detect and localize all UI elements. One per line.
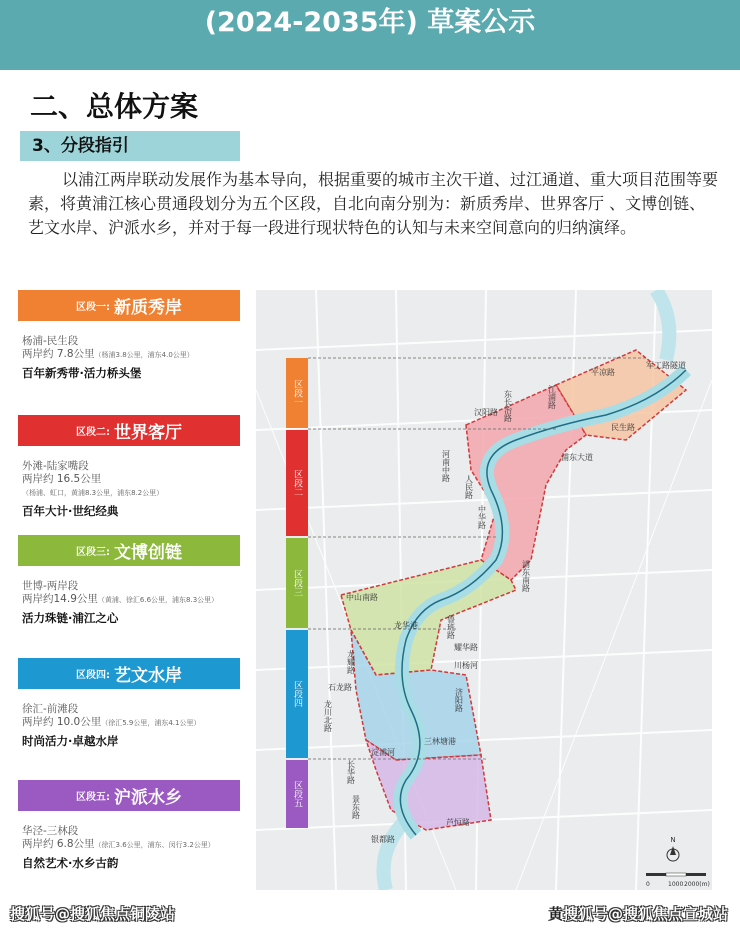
road-label: 龙华港 [394, 621, 418, 630]
scale-bar [646, 873, 710, 888]
segment-theme: 百年大计·世纪经典 [22, 504, 119, 518]
segment-detail: （徐汇3.6公里，浦东、闵行3.2公里） [94, 841, 215, 849]
segment-prefix: 区段四: [76, 670, 110, 681]
segment-banner [18, 290, 240, 321]
road-label: 中华路 [477, 505, 487, 529]
segment-card-3 [18, 535, 240, 626]
segment-length-line [22, 838, 240, 852]
road-label: 景东路 [351, 795, 361, 819]
segment-map [256, 290, 712, 890]
road-label: 长华路 [346, 760, 356, 784]
segment-card-2 [18, 415, 240, 519]
watermark-left: 搜狐号@搜狐焦点铜陵站 [10, 905, 176, 923]
road-label: 东长治路 [503, 390, 513, 422]
segment-banner [18, 415, 240, 446]
segment-name: 世界客厅 [114, 423, 182, 443]
road-label: 银都路 [371, 835, 395, 844]
intro-paragraph: 以浦江两岸联动发展作为基本导向，根据重要的城市主次干道、过江通道、重大项目范围等要素，将黄浦江核心贯通段划分为五个区段，自北向南分别为：新质秀岸、世界客厅 、文博创链、艺文水岸、沪派水乡，并对于每一段进行现状特色的认知与未来空间意向的归纳演绎。 [28, 170, 719, 237]
road-label: 川杨河 [454, 661, 478, 670]
segment-prefix: 区段三: [76, 547, 110, 558]
map-tab-1-label: 区段一 [292, 379, 302, 407]
road-label: 龙耀路 [346, 650, 356, 674]
segment-card-4 [18, 658, 240, 749]
segment-detail: （杨浦、虹口，黄浦8.3公里，浦东8.2公里） [22, 489, 164, 497]
segment-theme: 自然艺术·水乡古韵 [22, 856, 119, 870]
segment-length: 两岸约 16.5公里 [22, 473, 102, 485]
segment-name: 沪派水乡 [114, 788, 182, 808]
road-label: 三林塘港 [424, 737, 456, 746]
road-label: 石龙路 [328, 683, 352, 692]
road-label: 浦东南路 [521, 560, 531, 592]
road-label: 汉阳路 [474, 408, 498, 417]
segment-card-1 [18, 290, 240, 381]
segment-range: 杨浦-民生段 [22, 335, 79, 347]
segment-name: 艺文水岸 [114, 666, 182, 686]
segment-theme: 活力珠链·浦江之心 [22, 611, 119, 625]
watermark-right-prefix: 黄 [547, 905, 563, 923]
map-tab-2-label: 区段二 [292, 469, 302, 497]
road-label: 民生路 [611, 423, 635, 432]
segment-range: 外滩-陆家嘴段 [22, 460, 89, 472]
road-label: 中山南路 [346, 593, 378, 602]
watermark-right-text: 搜狐号@搜狐焦点宣城站 [562, 905, 728, 923]
segment-length-line [22, 473, 240, 500]
segment-detail: （黄浦、徐汇6.6公里，浦东8.3公里） [97, 596, 219, 604]
scale-label: 2000(m) [684, 881, 710, 888]
map-tab-5-label: 区段五 [292, 780, 302, 808]
road-label: 淀浦河 [371, 748, 395, 757]
header-title: (2024-2035年) 草案公示 [204, 7, 536, 38]
sub-section-title: 3、分段指引 [20, 131, 240, 161]
segment-card-5 [18, 780, 240, 871]
segment-length: 两岸约 6.8公里 [22, 838, 95, 850]
segment-banner [18, 535, 240, 566]
river-tributary-south [384, 820, 407, 890]
road-label: 军工路隧道 [646, 361, 686, 370]
segment-name: 文博创链 [114, 543, 182, 563]
road-label: 人民路 [464, 475, 474, 499]
map-tab-3-label: 区段三 [292, 569, 302, 597]
segment-prefix: 区段五: [76, 792, 110, 803]
segment-banner [18, 658, 240, 689]
road-label: 芦恒路 [446, 818, 470, 827]
road-label: 浦东大道 [561, 453, 593, 462]
segment-length: 两岸约14.9公里 [22, 593, 98, 605]
map-tab-4-label: 区段四 [292, 680, 302, 708]
north-arrow [667, 836, 679, 861]
segment-range: 世博-两岸段 [22, 580, 79, 592]
road-label: 平凉路 [591, 368, 615, 377]
section-title: 二、总体方案 [30, 90, 199, 123]
segment-name: 新质秀岸 [114, 298, 182, 318]
segment-length: 两岸约 10.0公里 [22, 716, 102, 728]
segment-theme: 时尚活力·卓越水岸 [22, 734, 119, 748]
map-svg [256, 290, 712, 890]
segment-range: 华泾-三林段 [22, 825, 79, 837]
segment-length-line [22, 593, 240, 607]
segment-range: 徐汇-前滩段 [22, 703, 79, 715]
segment-length-line [22, 348, 240, 362]
road-label: 耀华路 [454, 643, 478, 652]
road-label: 鲁班路 [446, 615, 456, 639]
scale-label: 0 [646, 881, 650, 888]
segment-detail: （杨浦3.8公里，浦东4.0公里） [94, 351, 194, 359]
north-label: N [670, 836, 676, 844]
segment-length: 两岸约 7.8公里 [22, 348, 95, 360]
road-label: 江浦路 [547, 385, 557, 409]
road-label: 龙川北路 [323, 700, 333, 732]
segment-prefix: 区段一: [76, 302, 110, 313]
page-header [0, 0, 740, 70]
river-tributary-north [656, 290, 669, 360]
road-label: 济阳路 [454, 688, 464, 712]
segment-banner [18, 780, 240, 811]
segment-length-line [22, 716, 240, 730]
watermark-right [548, 903, 728, 924]
segment-detail: （徐汇5.9公里，浦东4.1公里） [101, 719, 201, 727]
segment-theme: 百年新秀带·活力桥头堡 [22, 366, 142, 380]
road-label: 河南中路 [441, 450, 451, 482]
scale-label: 1000 [668, 881, 684, 888]
segment-prefix: 区段二: [76, 427, 110, 438]
